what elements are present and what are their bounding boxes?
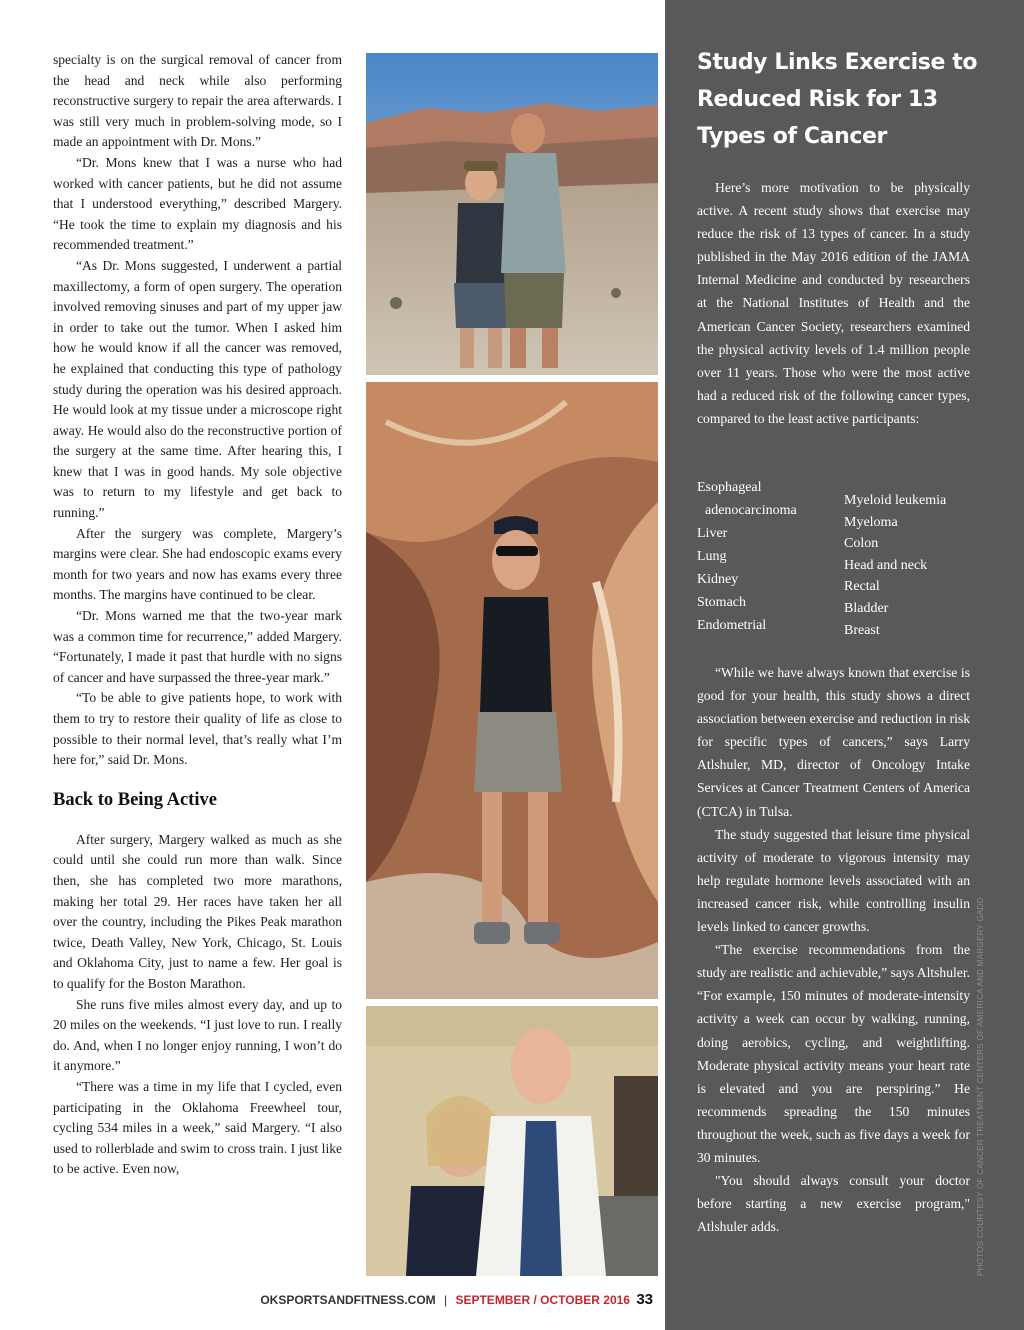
cancer-type-item: Breast [844,622,880,638]
cancer-type-item: Bladder [844,600,889,616]
article-paragraphs-bottom [53,830,342,1180]
cancer-type-item: Head and neck [844,557,928,573]
article-paragraph: “There was a time in my life that I cycled, even participating in the Oklahoma Freewheel tour, cycling 534 miles in a week,” said Margery. “I also used to rollerblade and swim to cross train. I just like to be active. Even now, [53,1078,342,1177]
article-paragraph: “To be able to give patients hope, to work with them to try to restore their quality of life as close to possible to their normal level, that’s really what I’m here for,” said Dr. Mons. [53,690,342,768]
cancer-type-item: Lung [697,549,727,564]
article-column [53,50,342,1180]
cancer-types-list-left [697,476,847,637]
cancer-type-item: Endometrial [697,618,767,633]
photo-patient-and-doctor [366,1006,658,1276]
article-paragraph: “As Dr. Mons suggested, I underwent a partial maxillectomy, a form of open surgery. The operation involved removing sinuses and part of my upper jaw in order to take out the tumor. When I asked him how he would know if all the cancer was removed, he explained that conducting this type of pathology study during the operation was his desired approach. He would look at my tissue under a microscope right away. He would also do the reconstructive portion of the surgery at the same time. After hearing this, I knew that I was in good hands. My sole objective was to return to my lifestyle and get back to running.” [53,257,342,521]
sidebar-title: Study Links Exercise to Reduced Risk for 13 Types of Cancer [697,50,978,149]
subheading: Back to Being Active [53,789,217,810]
article-paragraph: specialty is on the surgical removal of cancer from the head and neck while also performing reconstructive surgery to repair the area afterwards. I was still very much in problem-solving mode, so I made an appointment with Dr. Mons.” [53,52,342,150]
sidebar-intro-text: Here’s more motivation to be physically active. A recent study shows that exercise may reduce the risk of 13 types of cancer. In a study published in the May 2016 edition of the JAMA Internal Medicine and conducted by researchers at the National Institutes of Health and the American Cancer Society, researchers examined the physical activity levels of 1.4 million people over 11 years. Those who were the most active had a reduced risk of the following cancer types, compared to the least active participants: [697,180,970,426]
cancer-type-item: Liver [697,526,728,541]
sidebar-paragraphs [697,661,970,1238]
cancer-type-item: Kidney [697,572,739,587]
sidebar-paragraph: “The exercise recommendations from the study are realistic and achievable,” says Altshuler. “For example, 150 minutes of moderate-intensity activity a week can occur by walking, running, doing aerobics, cycling, and weightlifting. Moderate physical activity means your heart rate is elevated and you are perspiring.” He recommends spreading the 150 minutes throughout the week, such as five days a week for 30 minutes. [697,942,970,1165]
cancer-type-item: Myeloid leukemia [844,493,947,508]
cancer-type-item: Esophageal [697,480,762,495]
sidebar-paragraph: "You should always consult your doctor before starting a new exercise program," Atlshuler adds. [697,1173,970,1235]
sidebar-paragraph: The study suggested that leisure time physical activity of moderate to vigorous intensity may help regulate hormone levels associated with an increased cancer risk, while controlling insulin levels linked to cancer growths. [697,826,970,935]
cancer-type-item: Rectal [844,579,880,595]
cancer-types-list-right [844,490,984,641]
article-paragraphs-top [53,50,342,771]
article-paragraph: After the surgery was complete, Margery’s margins were clear. She had endoscopic exams every month for two years and now has exams every three months. The margins have continued to be clear. [53,525,342,603]
article-paragraph: She runs five miles almost every day, and up to 20 miles on the weekends. “I just love to run. I really do. And, when I no longer enjoy running, I won’t do it anymore.” [53,996,342,1074]
cancer-type-item: adenocarcinoma [705,503,797,518]
page-footer [260,1291,653,1308]
footer-issue: SEPTEMBER / OCTOBER 2016 [455,1293,630,1307]
article-paragraph: “Dr. Mons knew that I was a nurse who had worked with cancer patients, but he did not assume that I understood everything,” described Margery. “He took the time to explain my diagnosis and his recommended treatment.” [53,154,342,253]
footer-separator: | [444,1293,448,1307]
cancer-type-item: Myeloma [844,514,898,530]
photo-couple-canyon [366,53,658,375]
page-number: 33 [636,1291,653,1308]
footer-site: OKSPORTSANDFITNESS.COM [260,1293,436,1307]
cancer-type-item: Stomach [697,595,746,610]
sidebar-paragraph: “While we have always known that exercise is good for your health, this study shows a direct association between exercise and reduction in risk for specific types of cancers,” says Larry Atlshuler, MD, director of Oncology Intake Services at Cancer Treatment Centers of America (CTCA) in Tulsa. [697,665,970,819]
article-paragraph: After surgery, Margery walked as much as she could until she could run more than walk. Since then, she has completed two more marathons, making her total 29. Her races have taken her all over the country, including the Pikes Peak marathon twice, Death Valley, New York, Chicago, St. Louis and Oklahoma City, just to name a few. Her goal is to qualify for the Boston Marathon. [53,831,342,991]
sidebar-intro [697,176,970,430]
cancer-type-item: Colon [844,536,879,552]
photo-woman-rock-formation [366,382,658,999]
sidebar-panel [665,0,1024,1330]
photo-credit: PHOTOS COURTESY OF CANCER TREATMENT CENTERS OF AMERICA AND MARGERY GADD [976,897,985,1276]
article-paragraph: “Dr. Mons warned me that the two-year mark was a common time for recurrence,” added Margery. “Fortunately, I made it past that hurdle with no signs of cancer and have surpassed the three-year mark.” [53,608,342,685]
